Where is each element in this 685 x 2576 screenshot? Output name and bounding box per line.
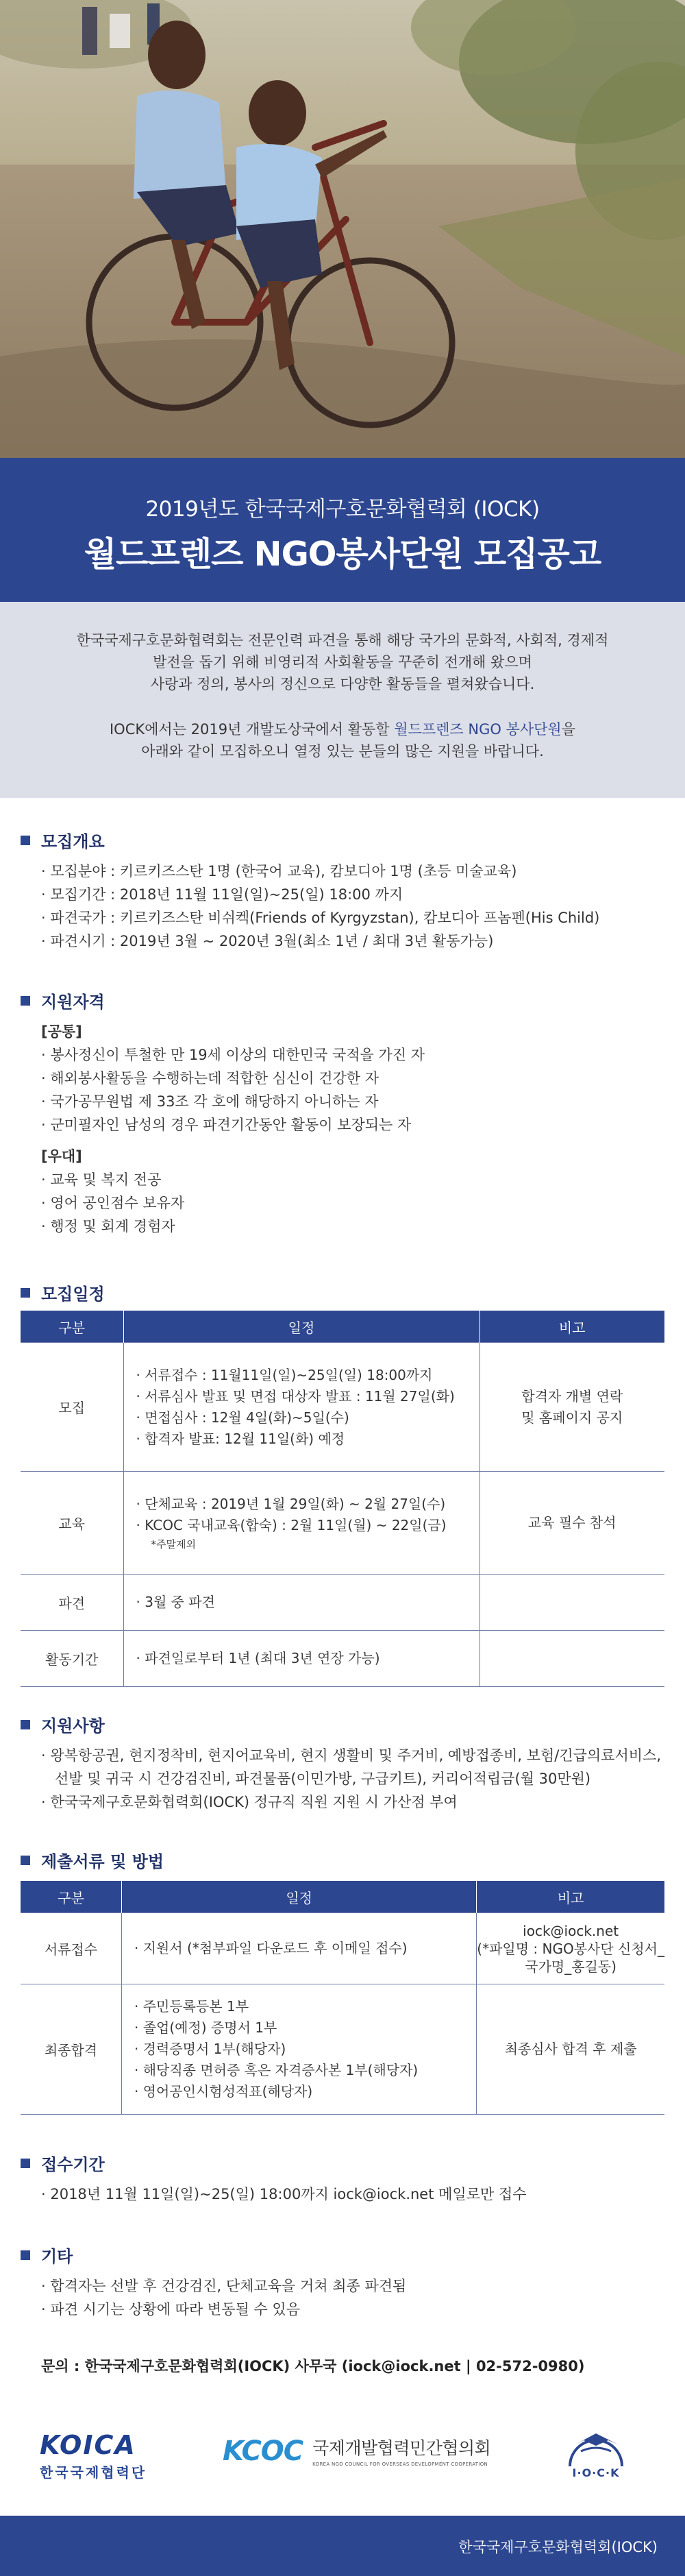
- section-title-text: 접수기간: [41, 2155, 105, 2174]
- table-cell-remark: [477, 1913, 664, 1984]
- table-cell-remark: [477, 1984, 664, 2115]
- schedule-line: · 파견일로부터 1년 (최대 3년 연장 가능): [136, 1650, 380, 1666]
- intro-text: 을: [561, 721, 576, 738]
- table-header: 구분: [21, 1311, 123, 1343]
- list-item: · 파견 시기는 상황에 따라 변동될 수 있음: [41, 2301, 300, 2318]
- list-item: · 해외봉사활동을 수행하는데 적합한 심신이 건강한 자: [41, 1070, 379, 1086]
- remark-line: iock@iock.net: [523, 1922, 619, 1939]
- document-line: · 경력증명서 1부(해당자): [134, 2041, 286, 2057]
- table-row: [21, 1631, 664, 1687]
- etc-list: [41, 2274, 658, 2321]
- footer-bar: [0, 2516, 685, 2576]
- section-title-text: 기타: [41, 2247, 73, 2266]
- table-cell-schedule: [123, 1343, 480, 1472]
- remark-line: 최종심사 합격 후 제출: [504, 2041, 637, 2057]
- list-item: · 모집분야 : 키르키즈스탄 1명 (한국어 교육), 캄보디아 1명 (초등 미술교육): [41, 863, 517, 879]
- table-row: [21, 1343, 664, 1472]
- section-title-text: 모집개요: [41, 832, 105, 851]
- kcoc-logo-text: [312, 2435, 490, 2467]
- kcoc-logo: [223, 2435, 490, 2467]
- table-cell-remark: [480, 1472, 664, 1575]
- list-item: · 2018년 11월 11일(일)~25(일) 18:00까지 iock@iock.net 메일로만 접수: [41, 2186, 527, 2202]
- table-cell-category: 최종합격: [21, 1984, 121, 2115]
- intro-box: [0, 602, 685, 798]
- table-header: 구분: [21, 1881, 121, 1913]
- list-item: · 모집기간 : 2018년 11월 11일(일)~25(일) 18:00 까지: [41, 886, 403, 903]
- table-header: 비고: [480, 1311, 664, 1343]
- section-title-text: 지원자격: [41, 993, 105, 1012]
- remark-line: 교육 필수 참석: [527, 1514, 616, 1531]
- intro-line: 아래와 같이 모집하오니 열정 있는 분들의 많은 지원을 바랍니다.: [141, 743, 544, 760]
- table-cell-category: 모집: [21, 1343, 123, 1472]
- logo-strip: [0, 2406, 685, 2495]
- table-header-row: [21, 1881, 664, 1913]
- intro-line: 한국국제구호문화협력회는 전문인력 파견을 통해 해당 국가의 문화적, 사회적, 경제적: [76, 632, 609, 648]
- kcoc-logo-ko: 국제개발협력민간협의회: [312, 2438, 491, 2458]
- table-cell-category: 활동기간: [21, 1631, 123, 1687]
- schedule-line: · 단체교육 : 2019년 1월 29일(화) ~ 2월 27일(수): [136, 1495, 446, 1512]
- iock-logo: [555, 2424, 637, 2481]
- intro-line: 발전을 돕기 위해 비영리적 사회활동을 꾸준히 전개해 왔으며: [153, 654, 532, 670]
- iock-logo-text: I·O·C·K: [572, 2466, 620, 2479]
- intro-paragraph-2: [0, 718, 685, 762]
- hero-illustration: [0, 0, 685, 458]
- table-cell-schedule: [121, 1913, 476, 1984]
- header-subtitle: 2019년도 한국국제구호문화협력회 (IOCK): [145, 497, 540, 522]
- footer-org-name: 한국국제구호문화협력회(IOCK): [458, 2539, 658, 2555]
- koica-logo-ko: 한국국제협력단: [40, 2464, 147, 2481]
- contact-info: 문의 : 한국국제구호문화협력회(IOCK) 사무국 (iock@iock.net | 02-572-0980): [41, 2358, 585, 2374]
- schedule-line: · 서류접수 : 11월11일(일)~25일(일) 18:00까지: [136, 1366, 433, 1383]
- support-list: [41, 1744, 662, 1814]
- intro-line: 사랑과 정의, 봉사의 정신으로 다양한 활동들을 펼쳐왔습니다.: [150, 676, 535, 692]
- schedule-line: · 면접심사 : 12월 4일(화)~5일(수): [136, 1409, 349, 1426]
- bullet-square-icon: [21, 836, 30, 845]
- document-line: · 지원서 (*첨부파일 다운로드 후 이메일 접수): [134, 1940, 408, 1956]
- documents-table: [21, 1881, 664, 2115]
- section-title-documents: [21, 1848, 164, 1872]
- bullet-square-icon: [21, 1720, 30, 1729]
- document-line: · 졸업(예정) 증명서 1부: [134, 2019, 277, 2036]
- list-item: · 국가공무원법 제 33조 각 호에 해당하지 아니하는 자: [41, 1093, 379, 1110]
- page-title: 월드프렌즈 NGO봉사단원 모집공고: [84, 535, 601, 574]
- table-row: [21, 1913, 664, 1984]
- document-line: · 영어공인시험성적표(해당자): [134, 2083, 313, 2100]
- table-cell-remark: [480, 1575, 664, 1631]
- bullet-square-icon: [21, 2159, 30, 2168]
- section-title-overview: [21, 828, 105, 852]
- table-cell-remark: [480, 1631, 664, 1687]
- hero-photo: [0, 0, 685, 458]
- list-item: · 영어 공인점수 보유자: [41, 1195, 185, 1211]
- table-row: [21, 1472, 664, 1575]
- section-title-period: [21, 2151, 105, 2175]
- kcoc-logo-sub: KOREA NGO COUNCIL FOR OVERSEAS DEVELOPMENT COOPERATION: [312, 2462, 488, 2467]
- section-title-support: [21, 1712, 105, 1736]
- intro-paragraph-1: [0, 629, 685, 695]
- intro-line: [0, 718, 685, 740]
- table-header: 일정: [121, 1881, 476, 1913]
- document-line: · 주민등록등본 1부: [134, 1998, 249, 2015]
- table-header-row: [21, 1311, 664, 1343]
- table-header: 일정: [123, 1311, 480, 1343]
- qualification-list: [41, 1020, 658, 1238]
- table-header: 비고: [477, 1881, 664, 1913]
- list-item: 선발 및 귀국 시 건강검진비, 파견물품(이민가방, 구급키트), 커리어적립금(월 30만원): [41, 1771, 591, 1787]
- list-item: · 파견국가 : 키르키즈스탄 비쉬켁(Friends of Kyrgyzstan), 캄보디아 프놈펜(His Child): [41, 910, 600, 926]
- schedule-line: · 서류심사 발표 및 면접 대상자 발표 : 11월 27일(화): [136, 1387, 455, 1405]
- table-cell-schedule: [123, 1631, 480, 1687]
- list-item: · 왕복항공권, 현지정착비, 현지어교육비, 현지 생활비 및 주거비, 예방접종비, 보험/긴급의료서비스,: [41, 1747, 662, 1764]
- remark-line: (*파일명 : NGO봉사단 신청서_: [477, 1940, 664, 1957]
- section-title-qualification: [21, 988, 105, 1012]
- table-cell-category: 서류접수: [21, 1913, 121, 1984]
- table-cell-category: 교육: [21, 1472, 123, 1575]
- section-title-schedule: [21, 1280, 105, 1304]
- remark-line: 및 홈페이지 공지: [521, 1409, 623, 1426]
- section-title-text: 모집일정: [41, 1285, 105, 1304]
- schedule-line: · 합격자 발표: 12월 11일(화) 예정: [136, 1430, 345, 1447]
- list-item: · 파견시기 : 2019년 3월 ~ 2020년 3월(최소 1년 / 최대 3년 활동가능): [41, 933, 494, 949]
- koica-logo-en: KOICA: [40, 2430, 136, 2460]
- remark-line: 합격자 개별 연락: [521, 1387, 623, 1405]
- list-item: · 한국국제구호문화협력회(IOCK) 정규직 직원 지원 시 가산점 부여: [41, 1794, 458, 1810]
- schedule-line: · KCOC 국내교육(합숙) : 2월 11일(월) ~ 22일(금): [136, 1516, 447, 1533]
- remark-line: 국가명_홍길동): [525, 1958, 616, 1975]
- intro-highlight: 월드프렌즈 NGO 봉사단원: [394, 721, 562, 738]
- group-label: [우대]: [41, 1148, 82, 1165]
- section-title-text: 지원사항: [41, 1716, 105, 1736]
- group-label: [공통]: [41, 1023, 82, 1040]
- list-item: · 교육 및 복지 전공: [41, 1171, 162, 1188]
- intro-text: IOCK에서는 2019년 개발도상국에서 활동할: [109, 721, 395, 738]
- overview-list: [41, 860, 658, 953]
- kcoc-logo-en: KCOC: [223, 2435, 303, 2467]
- bullet-square-icon: [21, 996, 30, 1006]
- bullet-square-icon: [21, 1288, 30, 1298]
- list-item: · 군미필자인 남성의 경우 파견기간동안 활동이 보장되는 자: [41, 1117, 412, 1133]
- schedule-line: · 3월 중 파견: [136, 1594, 215, 1610]
- table-cell-schedule: [123, 1575, 480, 1631]
- list-item: · 봉사정신이 투철한 만 19세 이상의 대한민국 국적을 가진 자: [41, 1047, 425, 1063]
- table-cell-schedule: [121, 1984, 476, 2115]
- table-row: [21, 1984, 664, 2115]
- schedule-note: *주말제외: [151, 1538, 196, 1551]
- bullet-square-icon: [21, 1856, 30, 1865]
- table-cell-remark: [480, 1343, 664, 1472]
- document-line: · 해당직종 면허증 혹은 자격증사본 1부(해당자): [134, 2062, 419, 2078]
- table-row: [21, 1575, 664, 1631]
- table-cell-category: 파견: [21, 1575, 123, 1631]
- section-title-etc: [21, 2243, 73, 2267]
- period-list: [41, 2183, 658, 2206]
- bullet-square-icon: [21, 2250, 30, 2260]
- list-item: · 행정 및 회계 경험자: [41, 1218, 175, 1235]
- table-cell-schedule: [123, 1472, 480, 1575]
- koica-logo: [40, 2430, 147, 2481]
- schedule-table: [21, 1311, 664, 1687]
- list-item: · 합격자는 선발 후 건강검진, 단체교육을 거쳐 최종 파견됨: [41, 2278, 407, 2294]
- section-title-text: 제출서류 및 방법: [41, 1852, 164, 1871]
- title-band: [0, 458, 685, 602]
